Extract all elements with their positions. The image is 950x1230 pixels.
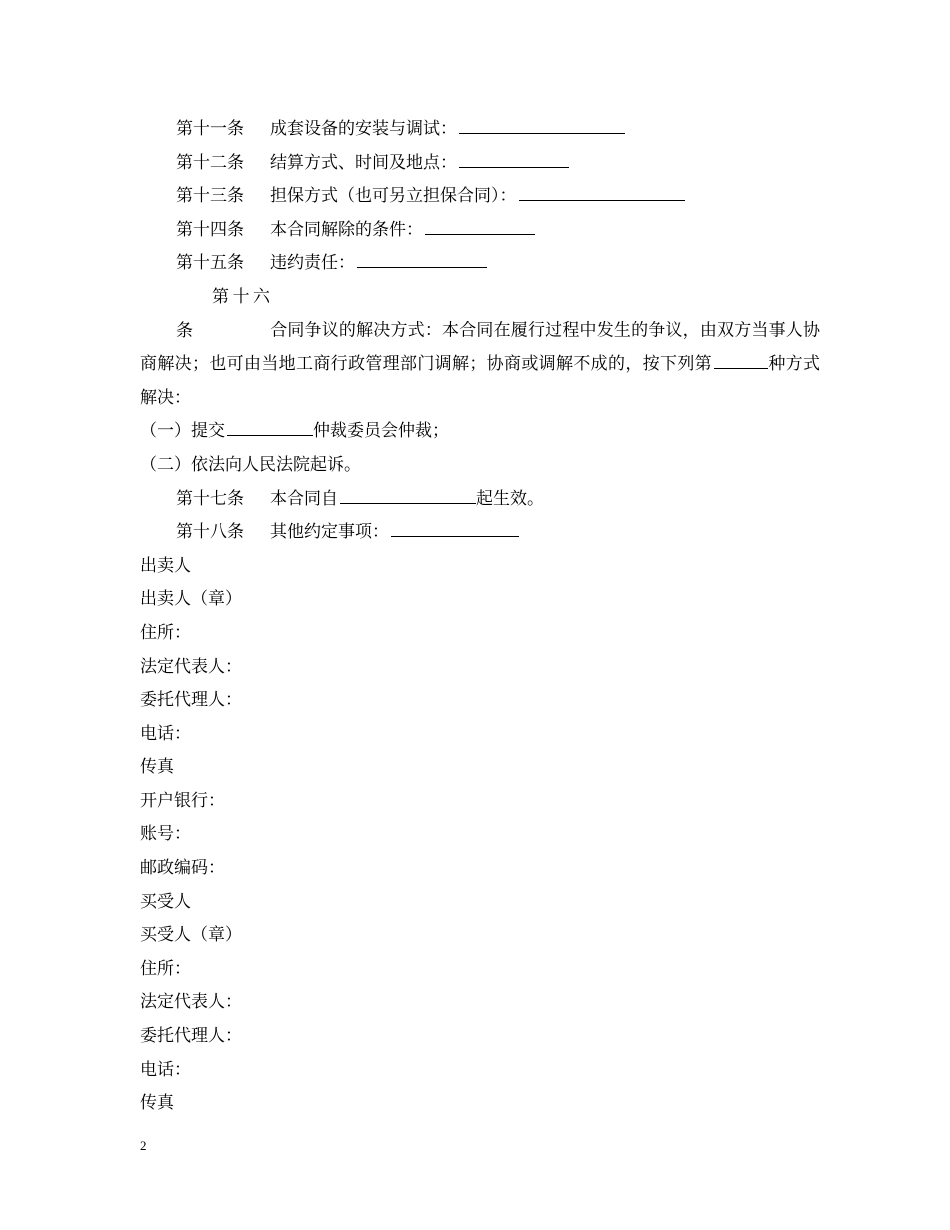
article-number: 第十四条: [176, 219, 244, 240]
fill-blank[interactable]: [227, 420, 313, 436]
article-11: [140, 113, 820, 147]
seller-bank: 开户银行：: [140, 790, 225, 811]
article-13: [140, 180, 820, 214]
article-text: 担保方式（也可另立担保合同）：: [270, 186, 517, 207]
option-prefix: （一）提交: [140, 421, 225, 442]
article-text: 成套设备的安装与调试：: [270, 119, 457, 139]
article-12: [140, 147, 820, 181]
fill-blank[interactable]: [519, 185, 685, 201]
buyer-title: 买受人: [140, 891, 191, 912]
buyer-legal-rep: 法定代表人：: [140, 992, 242, 1013]
article-number: 第十六条: [176, 286, 270, 341]
fill-blank[interactable]: [357, 252, 487, 268]
article-text: 本合同解除的条件：: [270, 219, 423, 240]
article-18: [140, 516, 820, 550]
seller-title: 出卖人: [140, 555, 191, 576]
fill-blank[interactable]: [459, 152, 569, 168]
page-number: 2: [140, 1138, 147, 1153]
document-page: [140, 113, 820, 1121]
article-number: 第十八条: [176, 522, 244, 543]
seller-address: 住所：: [140, 622, 191, 643]
seller-seal: 出卖人（章）: [140, 589, 242, 610]
buyer-seal: 买受人（章）: [140, 925, 242, 946]
buyer-phone: 电话：: [140, 1059, 191, 1080]
seller-account: 账号：: [140, 824, 191, 845]
option-arbitration: [140, 415, 820, 449]
article-number: 第十三条: [176, 186, 244, 207]
article-14: [140, 214, 820, 248]
article-text: 其他约定事项：: [270, 522, 389, 543]
article-number: 第十二条: [176, 152, 244, 173]
seller-fax: 传真: [140, 757, 174, 778]
buyer-address: 住所：: [140, 958, 191, 979]
article-text: 合同争议的解决方式：本合同在履行过程中发生的争议，由双方当事人协商解决；也可由当地工商行政管理部门调解；协商或调解不成的，按下列第: [140, 320, 820, 375]
seller-phone: 电话：: [140, 723, 191, 744]
article-16: [140, 281, 820, 415]
article-text-end: 起生效。: [476, 488, 544, 509]
fill-blank[interactable]: [340, 488, 476, 504]
article-text: 本合同自: [270, 488, 338, 509]
article-text: 违约责任：: [270, 253, 355, 274]
fill-blank[interactable]: [459, 118, 625, 134]
article-number: 第十一条: [176, 119, 244, 139]
option-suffix: 仲裁委员会仲裁；: [313, 421, 449, 442]
buyer-fax: 传真: [140, 1093, 174, 1114]
article-15: [140, 247, 820, 281]
seller-legal-rep: 法定代表人：: [140, 656, 242, 677]
buyer-agent: 委托代理人：: [140, 1026, 242, 1047]
article-number: 第十五条: [176, 253, 244, 274]
fill-blank[interactable]: [425, 219, 535, 235]
article-number: 第十七条: [176, 488, 244, 509]
seller-agent: 委托代理人：: [140, 690, 242, 711]
article-17: [140, 483, 820, 517]
fill-blank[interactable]: [391, 521, 519, 537]
option-court: [140, 449, 820, 483]
option-text: （二）依法向人民法院起诉。: [140, 454, 361, 475]
article-text: 结算方式、时间及地点：: [270, 152, 457, 173]
fill-blank[interactable]: [714, 353, 768, 369]
seller-postcode: 邮政编码：: [140, 858, 225, 879]
article-text-end: 种方式解决：: [140, 354, 821, 408]
